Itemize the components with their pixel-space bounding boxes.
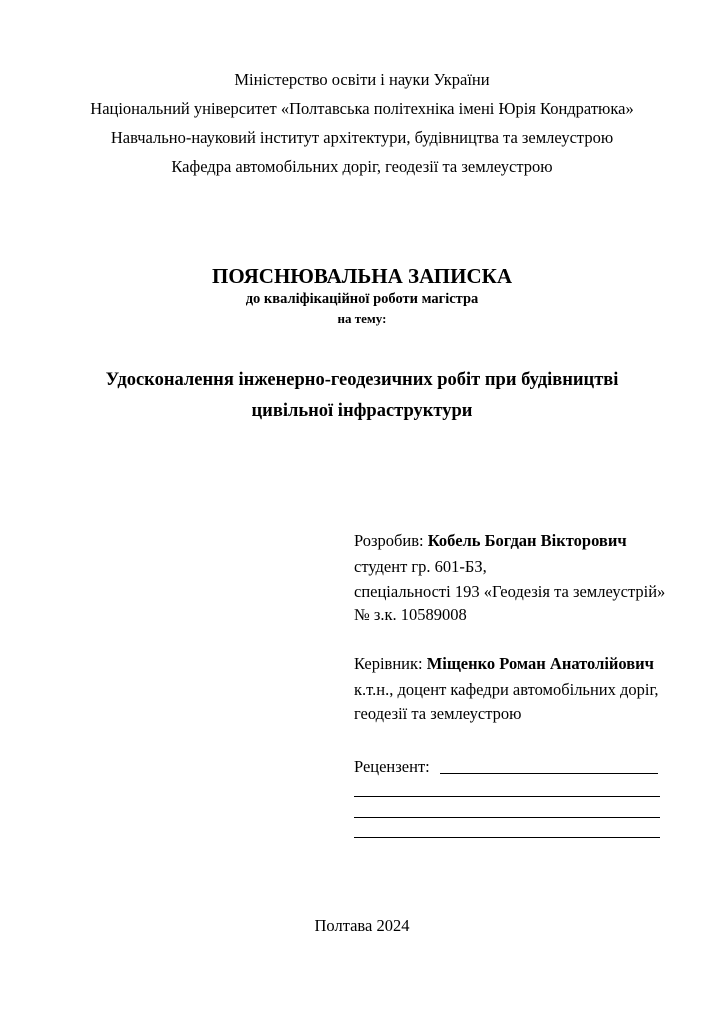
author-line xyxy=(354,531,627,551)
ministry-name: Міністерство освіти і науки України xyxy=(234,70,490,89)
reviewer-blank-line-2 xyxy=(354,817,660,818)
author-specialty: спеціальності 193 «Геодезія та землеустрій» xyxy=(354,582,666,601)
supervisor-name: Міщенко Роман Анатолійович xyxy=(426,654,654,673)
author-name: Кобель Богдан Вікторович xyxy=(427,531,627,550)
reviewer-blank-line-1 xyxy=(354,796,660,797)
city-year: Полтава 2024 xyxy=(314,916,410,935)
supervisor-line xyxy=(354,654,654,674)
author-group: студент гр. 601-БЗ, xyxy=(354,557,487,576)
topic-label: на тему: xyxy=(337,311,387,326)
institute-name: Навчально-науковий інститут архітектури, будівництва та землеустрою xyxy=(110,128,614,147)
supervisor-position-2: геодезії та землеустрою xyxy=(354,704,522,723)
reviewer-signature-line xyxy=(440,773,658,774)
topic-line-1: Удосконалення інженерно-геодезичних робіт при будівництві xyxy=(105,370,619,390)
author-record-book: № з.к. 10589008 xyxy=(354,605,467,624)
author-label: Розробив: xyxy=(354,531,424,550)
document-title: ПОЯСНЮВАЛЬНА ЗАПИСКА xyxy=(211,264,513,288)
supervisor-label: Керівник: xyxy=(354,654,423,673)
reviewer-blank-line-3 xyxy=(354,837,660,838)
supervisor-position-1: к.т.н., доцент кафедри автомобільних доріг, xyxy=(354,680,659,699)
topic-line-2: цивільної інфраструктури xyxy=(251,401,473,421)
university-name: Національний університет «Полтавська політехніка імені Юрія Кондратюка» xyxy=(90,99,634,118)
document-subtitle: до кваліфікаційної роботи магістра xyxy=(245,291,479,307)
department-name: Кафедра автомобільних доріг, геодезії та землеустрою xyxy=(171,157,553,176)
reviewer-label: Рецензент: xyxy=(354,757,430,776)
